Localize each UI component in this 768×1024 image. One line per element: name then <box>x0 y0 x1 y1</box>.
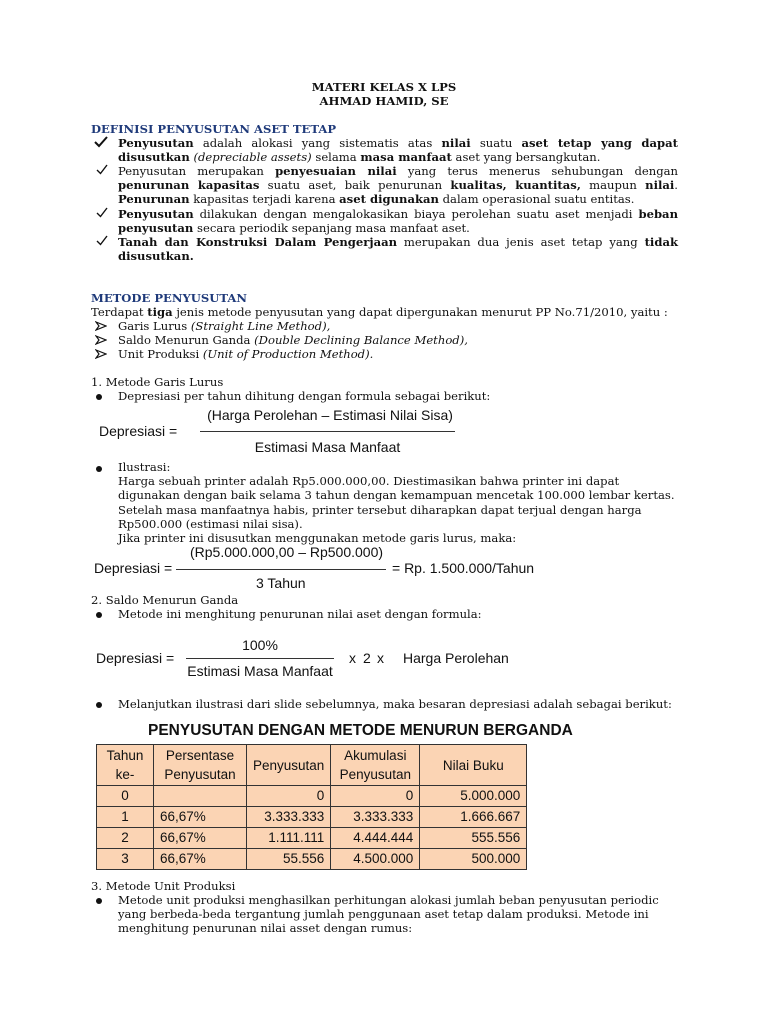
section-title-definisi: DEFINISI PENYUSUTAN ASET TETAP <box>91 122 337 136</box>
arrow-bullet-icon <box>95 320 107 334</box>
formula3-times-1: x <box>349 650 356 666</box>
method-item-1: Garis Lurus (Straight Line Method), <box>118 319 331 333</box>
cell-akumulasi: 3.333.333 <box>331 807 420 828</box>
dot-bullet-icon <box>96 394 102 400</box>
formula3-numerator: 100% <box>242 637 278 653</box>
formula1-fraction-line <box>200 431 455 432</box>
check-icon <box>94 136 116 151</box>
header-persentase: Persentase Penyusutan <box>154 745 247 786</box>
depreciation-table <box>96 744 527 870</box>
definition-bullet-2: Penyusutan merupakan penyesuaian nilai yang terus menerus sehubungan dengan penurunan kapasitas suatu aset, baik penurunan kualitas, kuantitas, maupun nilai. Penurunan kapasitas terjadi karena aset digunakan dalam operasional suatu entitas. <box>118 164 679 207</box>
formula3-fraction-line <box>186 658 334 659</box>
section-title-metode: METODE PENYUSUTAN <box>91 291 247 305</box>
cell-tahun: 1 <box>97 807 154 828</box>
formula3-factor: 2 <box>363 650 371 666</box>
arrow-bullet-icon <box>95 348 107 362</box>
cell-akumulasi: 4.444.444 <box>331 828 420 849</box>
formula1-label: Depresiasi = <box>99 423 178 439</box>
header-penyusutan: Penyusutan <box>247 745 331 786</box>
dot-bullet-icon <box>96 702 102 708</box>
doc-title <box>0 80 768 108</box>
illustration-label: Ilustrasi: <box>118 460 171 474</box>
formula3-harga-perolehan: Harga Perolehan <box>403 650 509 666</box>
illustration-line: Harga sebuah printer adalah Rp5.000.000,00. Diestimasikan bahwa printer ini dapat <box>118 474 620 489</box>
cell-nilai-buku: 555.556 <box>420 828 527 849</box>
illustration-line: Rp500.000 (estimasi nilai sisa). <box>118 516 303 531</box>
formula3-label: Depresiasi = <box>96 650 175 666</box>
check-icon <box>96 207 108 221</box>
arrow-bullet-icon <box>95 334 107 348</box>
table-header-row <box>97 745 527 786</box>
table-row <box>97 807 527 828</box>
method2-title: 2. Saldo Menurun Ganda <box>91 593 239 607</box>
formula2-fraction-line <box>176 569 386 570</box>
cell-tahun: 3 <box>97 849 154 870</box>
cell-persentase: 66,67% <box>154 849 247 870</box>
method-item-2: Saldo Menurun Ganda (Double Declining Balance Method), <box>118 333 468 347</box>
cell-penyusutan: 0 <box>247 786 331 807</box>
dot-bullet-icon <box>96 898 102 904</box>
illustration-line: Jika printer ini disusutkan menggunakan metode garis lurus, maka: <box>118 531 517 546</box>
dot-bullet-icon <box>96 612 102 618</box>
method1-title: 1. Metode Garis Lurus <box>91 375 224 389</box>
illustration-block <box>118 460 675 545</box>
table-title: PENYUSUTAN DENGAN METODE MENURUN BERGANDA <box>148 722 573 739</box>
formula3-denominator: Estimasi Masa Manfaat <box>187 663 333 679</box>
title-line-2: AHMAD HAMID, SE <box>319 94 449 109</box>
cell-tahun: 2 <box>97 828 154 849</box>
header-akumulasi: Akumulasi Penyusutan <box>331 745 420 786</box>
illustration-line: Setelah masa manfaatnya habis, printer tersebut diharapkan dapat terjual dengan harga <box>118 502 642 517</box>
dot-bullet-icon <box>96 466 102 472</box>
method3-line: yang berbeda-beda tergantung jumlah penggunaan aset tetap dalam produksi. Metode ini <box>118 907 649 922</box>
formula2-numerator: (Rp5.000.000,00 – Rp500.000) <box>190 544 384 560</box>
header-tahun: Tahun ke- <box>97 745 154 786</box>
method3-line: Metode unit produksi menghasilkan perhitungan alokasi jumlah beban penyusutan periodic <box>118 893 659 907</box>
header-nilai-buku: Nilai Buku <box>420 745 527 786</box>
title-line-1: MATERI KELAS X LPS <box>311 80 457 94</box>
method1-desc: Depresiasi per tahun dihitung dengan formula sebagai berikut: <box>118 389 491 403</box>
method2-desc: Metode ini menghitung penurunan nilai aset dengan formula: <box>118 607 482 621</box>
method3-desc <box>118 893 659 936</box>
check-icon <box>96 164 108 178</box>
formula1-denominator: Estimasi Masa Manfaat <box>254 439 401 455</box>
definition-bullet-1: Penyusutan adalah alokasi yang sistematis atas nilai suatu aset tetap yang dapat disusutkan (depreciable assets) selama masa manfaat aset yang bersangkutan. <box>118 136 678 165</box>
cell-persentase <box>154 786 247 807</box>
formula1-numerator: (Harga Perolehan – Estimasi Nilai Sisa) <box>207 407 453 423</box>
formula3-times-2: x <box>377 650 384 666</box>
metode-intro: Terdapat tiga jenis metode penyusutan yang dapat dipergunakan menurut PP No.71/2010, yaitu : <box>91 305 668 319</box>
cell-penyusutan: 1.111.111 <box>247 828 331 849</box>
cell-penyusutan: 3.333.333 <box>247 807 331 828</box>
definition-bullet-3: Penyusutan dilakukan dengan mengalokasikan biaya perolehan suatu aset menjadi beban penyusutan secara periodik sepanjang masa manfaat aset. <box>118 207 678 236</box>
cell-penyusutan: 55.556 <box>247 849 331 870</box>
table-row <box>97 786 527 807</box>
formula2-result: = Rp. 1.500.000/Tahun <box>392 560 535 576</box>
check-icon <box>96 235 108 249</box>
method3-title: 3. Metode Unit Produksi <box>91 879 236 893</box>
formula2-denominator: 3 Tahun <box>256 575 306 591</box>
cell-nilai-buku: 500.000 <box>420 849 527 870</box>
definition-bullet-4: Tanah dan Konstruksi Dalam Pengerjaan merupakan dua jenis aset tetap yang tidak disusutkan. <box>118 235 678 264</box>
cell-nilai-buku: 1.666.667 <box>420 807 527 828</box>
cell-tahun: 0 <box>97 786 154 807</box>
cell-akumulasi: 0 <box>331 786 420 807</box>
table-row <box>97 849 527 870</box>
cell-nilai-buku: 5.000.000 <box>420 786 527 807</box>
cell-akumulasi: 4.500.000 <box>331 849 420 870</box>
cell-persentase: 66,67% <box>154 807 247 828</box>
method2-desc-2: Melanjutkan ilustrasi dari slide sebelumnya, maka besaran depresiasi adalah sebagai berikut: <box>118 697 672 711</box>
formula2-label: Depresiasi = <box>94 560 173 576</box>
table-row <box>97 828 527 849</box>
illustration-line: digunakan dengan baik selama 3 tahun dengan kemampuan mencetak 100.000 lembar kertas. <box>118 488 675 503</box>
method-item-3: Unit Produksi (Unit of Production Method). <box>118 347 374 361</box>
cell-persentase: 66,67% <box>154 828 247 849</box>
method3-line: menghitung penurunan nilai asset dengan rumus: <box>118 921 413 936</box>
